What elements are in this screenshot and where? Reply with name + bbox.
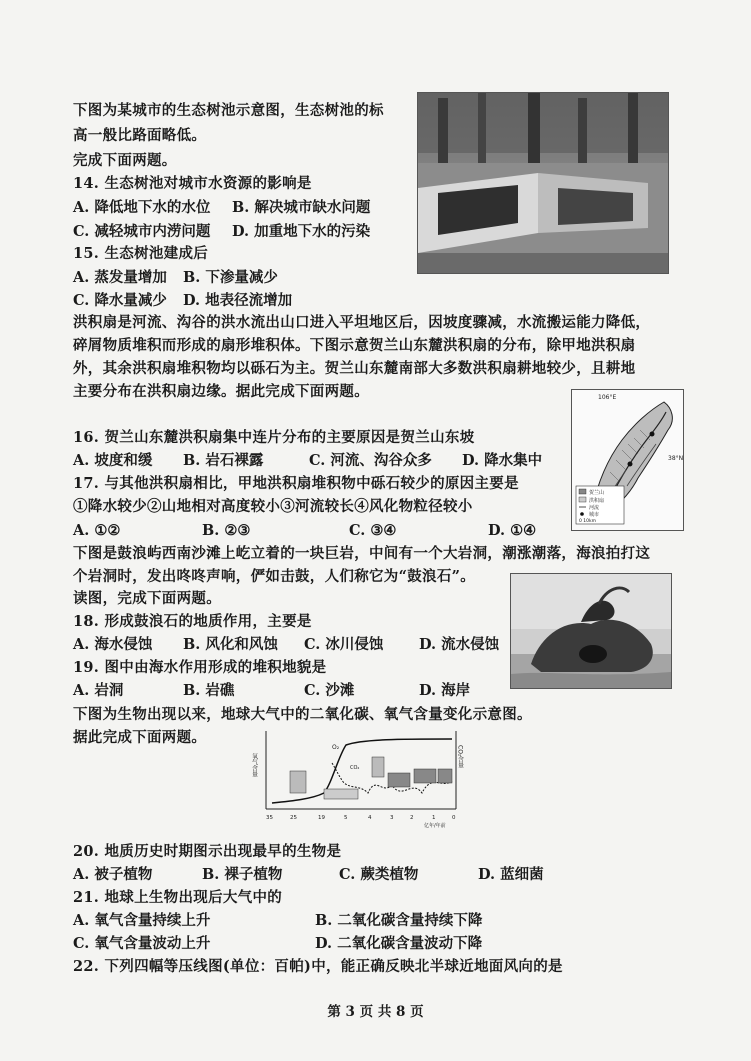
q14-option-b: B. 解决城市缺水问题 bbox=[232, 199, 371, 216]
map-scale: 0 10km bbox=[579, 519, 597, 524]
chart-tick-5: 4 bbox=[368, 815, 372, 821]
map-legend-4: 城市 bbox=[589, 512, 600, 518]
q21-stem: 21. 地球上生物出现后大气中的 bbox=[73, 889, 283, 906]
q16-option-b: B. 岩石裸露 bbox=[183, 452, 264, 469]
q17-option-c: C. ③④ bbox=[349, 522, 397, 539]
intro-line-3: 完成下面两题。 bbox=[73, 152, 177, 169]
q17-option-d: D. ①④ bbox=[488, 522, 537, 539]
q18-option-a: A. 海水侵蚀 bbox=[73, 636, 153, 653]
q15-option-b: B. 下渗量减少 bbox=[183, 269, 278, 286]
chart-tick-2: 25 bbox=[290, 815, 297, 821]
q20-stem: 20. 地质历史时期图示出现最早的生物是 bbox=[73, 843, 342, 860]
atmos-line-1: 下图为生物出现以来，地球大气中的二氧化碳、氧气含量变化示意图。 bbox=[73, 706, 532, 723]
q19-option-d: D. 海岸 bbox=[419, 682, 471, 699]
q18-option-d: D. 流水侵蚀 bbox=[419, 636, 500, 653]
q20-option-a: A. 被子植物 bbox=[73, 866, 153, 883]
q15-option-d: D. 地表径流增加 bbox=[183, 292, 293, 309]
q18-option-c: C. 冰川侵蚀 bbox=[304, 636, 384, 653]
q17-items: ①降水较少②山地相对高度较小③河流较长④风化物粒径较小 bbox=[73, 498, 473, 515]
eco-tree-pit-photo bbox=[417, 92, 669, 274]
q18-stem: 18. 形成鼓浪石的地质作用，主要是 bbox=[73, 613, 312, 630]
q16-option-a: A. 坡度和缓 bbox=[73, 452, 153, 469]
alluvial-line-1: 洪积扇是河流、沟谷的洪水流出山口进入平坦地区后，因坡度骤减，水流搬运能力降低， bbox=[73, 314, 651, 331]
chart-tick-6: 3 bbox=[390, 815, 394, 821]
q21-option-d: D. 二氧化碳含量波动下降 bbox=[315, 935, 483, 952]
atmosphere-chart bbox=[252, 723, 468, 829]
q19-option-c: C. 沙滩 bbox=[304, 682, 355, 699]
chart-right-axis: CO₂含量 bbox=[456, 745, 464, 769]
q17-option-b: B. ②③ bbox=[202, 522, 251, 539]
map-legend-3: 河流 bbox=[589, 505, 600, 511]
q16-option-d: D. 降水集中 bbox=[462, 452, 543, 469]
chart-tick-7: 2 bbox=[410, 815, 414, 821]
q22-stem: 22. 下列四幅等压线图(单位：百帕)中，能正确反映北半球近地面风向的是 bbox=[73, 958, 563, 975]
page-number: 第 3 页 共 8 页 bbox=[327, 1004, 424, 1020]
q16-stem: 16. 贺兰山东麓洪积扇集中连片分布的主要原因是贺兰山东坡 bbox=[73, 429, 475, 446]
q21-option-a: A. 氧气含量持续上升 bbox=[73, 912, 211, 929]
chart-tick-9: 0 bbox=[452, 815, 456, 821]
atmos-line-2: 据此完成下面两题。 bbox=[73, 729, 207, 746]
q17-stem: 17. 与其他洪积扇相比，甲地洪积扇堆积物中砾石较少的原因主要是 bbox=[73, 475, 519, 492]
q20-option-c: C. 蕨类植物 bbox=[339, 866, 419, 883]
alluvial-line-2: 碎屑物质堆积而形成的扇形堆积体。下图示意贺兰山东麓洪积扇的分布，除甲地洪积扇 bbox=[73, 337, 636, 354]
q20-option-d: D. 蓝细菌 bbox=[478, 866, 544, 883]
chart-tick-3: 19 bbox=[318, 815, 325, 821]
map-legend-1: 贺兰山 bbox=[589, 490, 605, 496]
q14-option-d: D. 加重地下水的污染 bbox=[232, 223, 371, 240]
intro-line-1: 下图为某城市的生态树池示意图，生态树池的标 bbox=[73, 102, 384, 119]
q19-option-a: A. 岩洞 bbox=[73, 682, 124, 699]
page-footer bbox=[0, 1000, 751, 1020]
chart-co2-label: CO₂ bbox=[350, 765, 360, 771]
q15-stem: 15. 生态树池建成后 bbox=[73, 245, 209, 262]
chart-xunit: 亿年/年前 bbox=[424, 823, 446, 829]
gulang-rock-photo bbox=[510, 573, 672, 689]
chart-tick-4: 5 bbox=[344, 815, 348, 821]
chart-tick-1: 35 bbox=[266, 815, 273, 821]
q19-stem: 19. 图中由海水作用形成的堆积地貌是 bbox=[73, 659, 327, 676]
helan-alluvial-map bbox=[571, 389, 684, 531]
q17-option-a: A. ①② bbox=[73, 522, 121, 539]
map-right-label: 38°N bbox=[668, 455, 684, 462]
q14-option-c: C. 减轻城市内涝问题 bbox=[73, 223, 211, 240]
q21-option-b: B. 二氧化碳含量持续下降 bbox=[315, 912, 483, 929]
alluvial-line-4: 主要分布在洪积扇边缘。据此完成下面两题。 bbox=[73, 383, 369, 400]
chart-o2-label: O₂ bbox=[332, 744, 340, 751]
drum-line-2: 个岩洞时，发出咚咚声响，俨如击鼓，人们称它为“鼓浪石”。 bbox=[73, 568, 476, 585]
drum-line-1: 下图是鼓浪屿西南沙滩上屹立着的一块巨岩，中间有一个大岩洞，潮涨潮落，海浪拍打这 bbox=[73, 545, 651, 562]
alluvial-line-3: 外，其余洪积扇堆积物均以砾石为主。贺兰山东麓南部大多数洪积扇耕地较少，且耕地 bbox=[73, 360, 636, 377]
map-legend-2: 洪积扇 bbox=[589, 498, 605, 504]
intro-line-2: 高一般比路面略低。 bbox=[73, 127, 207, 144]
q15-option-a: A. 蒸发量增加 bbox=[73, 269, 167, 286]
q16-option-c: C. 河流、沟谷众多 bbox=[309, 452, 432, 469]
q18-option-b: B. 风化和风蚀 bbox=[183, 636, 278, 653]
q20-option-b: B. 裸子植物 bbox=[202, 866, 283, 883]
drum-line-3: 读图，完成下面两题。 bbox=[73, 590, 221, 607]
chart-tick-8: 1 bbox=[432, 815, 436, 821]
chart-left-axis: 氧气含量 bbox=[250, 753, 258, 777]
q15-option-c: C. 降水量减少 bbox=[73, 292, 167, 309]
q21-option-c: C. 氧气含量波动上升 bbox=[73, 935, 211, 952]
q14-stem: 14. 生态树池对城市水资源的影响是 bbox=[73, 175, 312, 192]
map-top-label: 106°E bbox=[598, 394, 617, 401]
q19-option-b: B. 岩礁 bbox=[183, 682, 235, 699]
q14-option-a: A. 降低地下水的水位 bbox=[73, 199, 211, 216]
